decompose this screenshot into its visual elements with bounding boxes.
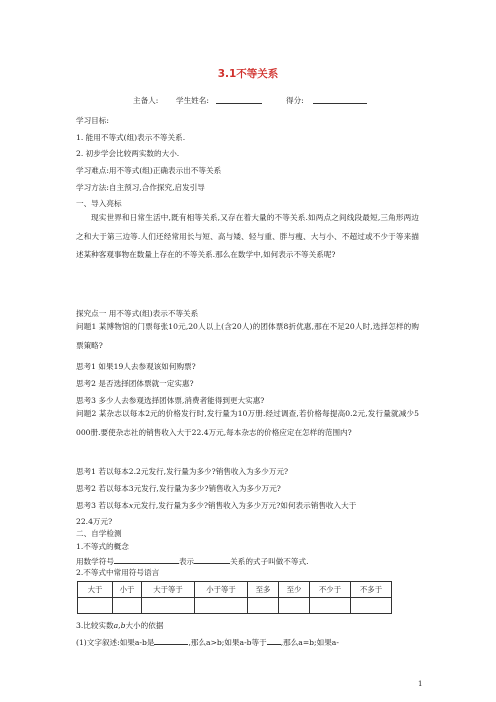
table-answer-cell[interactable] — [113, 598, 142, 614]
think-item: 思考2 是否选择团体票就一定实惠? — [76, 379, 194, 388]
score-blank[interactable] — [313, 95, 367, 104]
table-cell: 至少 — [279, 582, 310, 598]
var-b: b — [120, 621, 126, 630]
symbol-table — [77, 581, 392, 614]
item3-heading-prefix: 3.比较实数 — [76, 621, 114, 630]
think3-prefix: 思考3 若以每本 — [76, 501, 129, 510]
think3-suffix: 元发行,发行量为多少?销售收入为多少万元?如何表示销售收入大于 — [133, 501, 357, 510]
table-answer-cell[interactable] — [142, 598, 195, 614]
think-item: 思考1 若以每本2.2元发行,发行量为多少?销售收入为多少万元? — [76, 467, 289, 476]
table-answer-cell[interactable] — [195, 598, 248, 614]
explore-point-heading: 探究点一 用不等式(组)表示不等关系 — [76, 309, 199, 318]
item3-line-c: ,那么a=b;如果a- — [280, 638, 339, 647]
item1-text-c: 关系的式子叫做不等式. — [230, 557, 309, 566]
page-number: 1 — [418, 680, 423, 688]
table-cell: 大于 — [78, 582, 113, 598]
table-cell: 不多于 — [351, 582, 392, 598]
problem2-text: 问题2 某杂志以每本2元的价格发行时,发行量为10万册.经过调查,若价格每提高0.2元,发行量就减少5 000册.要使杂志社的销售收入大于22.4万元,每本杂志的价格应定在怎样的范围内? — [76, 409, 419, 437]
item3-heading: 3.比较实数a,b大小的依据 — [76, 621, 164, 630]
table-answer-cell[interactable] — [310, 598, 351, 614]
page-title: 3.1不等关系 — [217, 68, 279, 80]
table-cell: 小于等于 — [195, 582, 248, 598]
think-item: 思考3 多少人去参观选择团体票,消费者能得到更大实惠? — [76, 396, 265, 405]
item3-heading-suffix: 大小的依据 — [125, 621, 164, 630]
symbol-table-header-row — [78, 582, 392, 598]
difficulty-line: 学习难点:用不等式(组)正确表示出不等关系 — [76, 166, 222, 175]
methods-line: 学习方法:自主预习,合作探究,启发引导 — [76, 183, 205, 192]
item1-blank-2[interactable] — [194, 555, 230, 564]
think-item: 思考1 如果19人去参观该如何购票? — [76, 362, 196, 371]
item2-heading: 2.不等式中常用符号语言 — [76, 568, 160, 577]
item3-line-a: (1)文字叙述:如果a-b是 — [76, 638, 155, 647]
item1-heading: 1.不等式的概念 — [76, 542, 129, 551]
section2-heading: 二、自学检测 — [76, 529, 122, 538]
item1-text-b: 表示 — [178, 557, 195, 566]
table-cell: 至多 — [248, 582, 279, 598]
think3-variable: x — [128, 501, 134, 510]
item1-text — [76, 555, 309, 567]
symbol-table-answer-row — [78, 598, 392, 614]
item3-line — [76, 636, 339, 648]
objectives-heading: 学习目标: — [76, 116, 109, 125]
table-answer-cell[interactable] — [351, 598, 392, 614]
intro-paragraph: 现实世界和日常生活中,既有相等关系,又存在着大量的不等关系.如两点之间线段最短,三角形两边之和大于第三边等.人们还经常用长与短、高与矮、轻与重、胖与瘦、大与小、不超过或不少于等来描述某种客观事物在数量上存在的不等关系.那么在数学中,如何表示不等关系呢? — [76, 213, 419, 259]
table-answer-cell[interactable] — [78, 598, 113, 614]
think-item — [76, 501, 356, 511]
table-answer-cell[interactable] — [279, 598, 310, 614]
think-item-continued: 22.4万元? — [76, 517, 113, 526]
item3-blank-1[interactable] — [154, 636, 188, 645]
section1-heading: 一、导入亮标 — [76, 199, 122, 208]
var-a: a — [113, 621, 119, 630]
table-cell: 不少于 — [310, 582, 351, 598]
problem1-text: 问题1 某博物馆的门票每张10元,20人以上(含20人)的团体票8折优惠,那在不足20人时,选择怎样的购票策略? — [76, 322, 419, 350]
item1-blank-1[interactable] — [114, 555, 179, 564]
item3-blank-2[interactable] — [267, 636, 281, 645]
score-label: 得分: — [286, 96, 304, 105]
item3-line-b: ,那么a>b;如果a-b等于 — [188, 638, 267, 647]
table-answer-cell[interactable] — [248, 598, 279, 614]
item1-text-a: 用数学符号 — [76, 557, 114, 566]
host-label: 主备人: — [133, 96, 159, 105]
student-name-label: 学生姓名: — [176, 96, 209, 105]
table-cell: 大于等于 — [142, 582, 195, 598]
table-cell: 小于 — [113, 582, 142, 598]
student-name-blank[interactable] — [216, 95, 262, 104]
think-item: 思考2 若以每本3元发行,发行量为多少?销售收入为多少万元? — [76, 484, 281, 493]
objective-item: 1. 能用不等式(组)表示不等关系. — [76, 133, 186, 142]
objective-item: 2. 初步学会比较两实数的大小. — [76, 149, 180, 158]
